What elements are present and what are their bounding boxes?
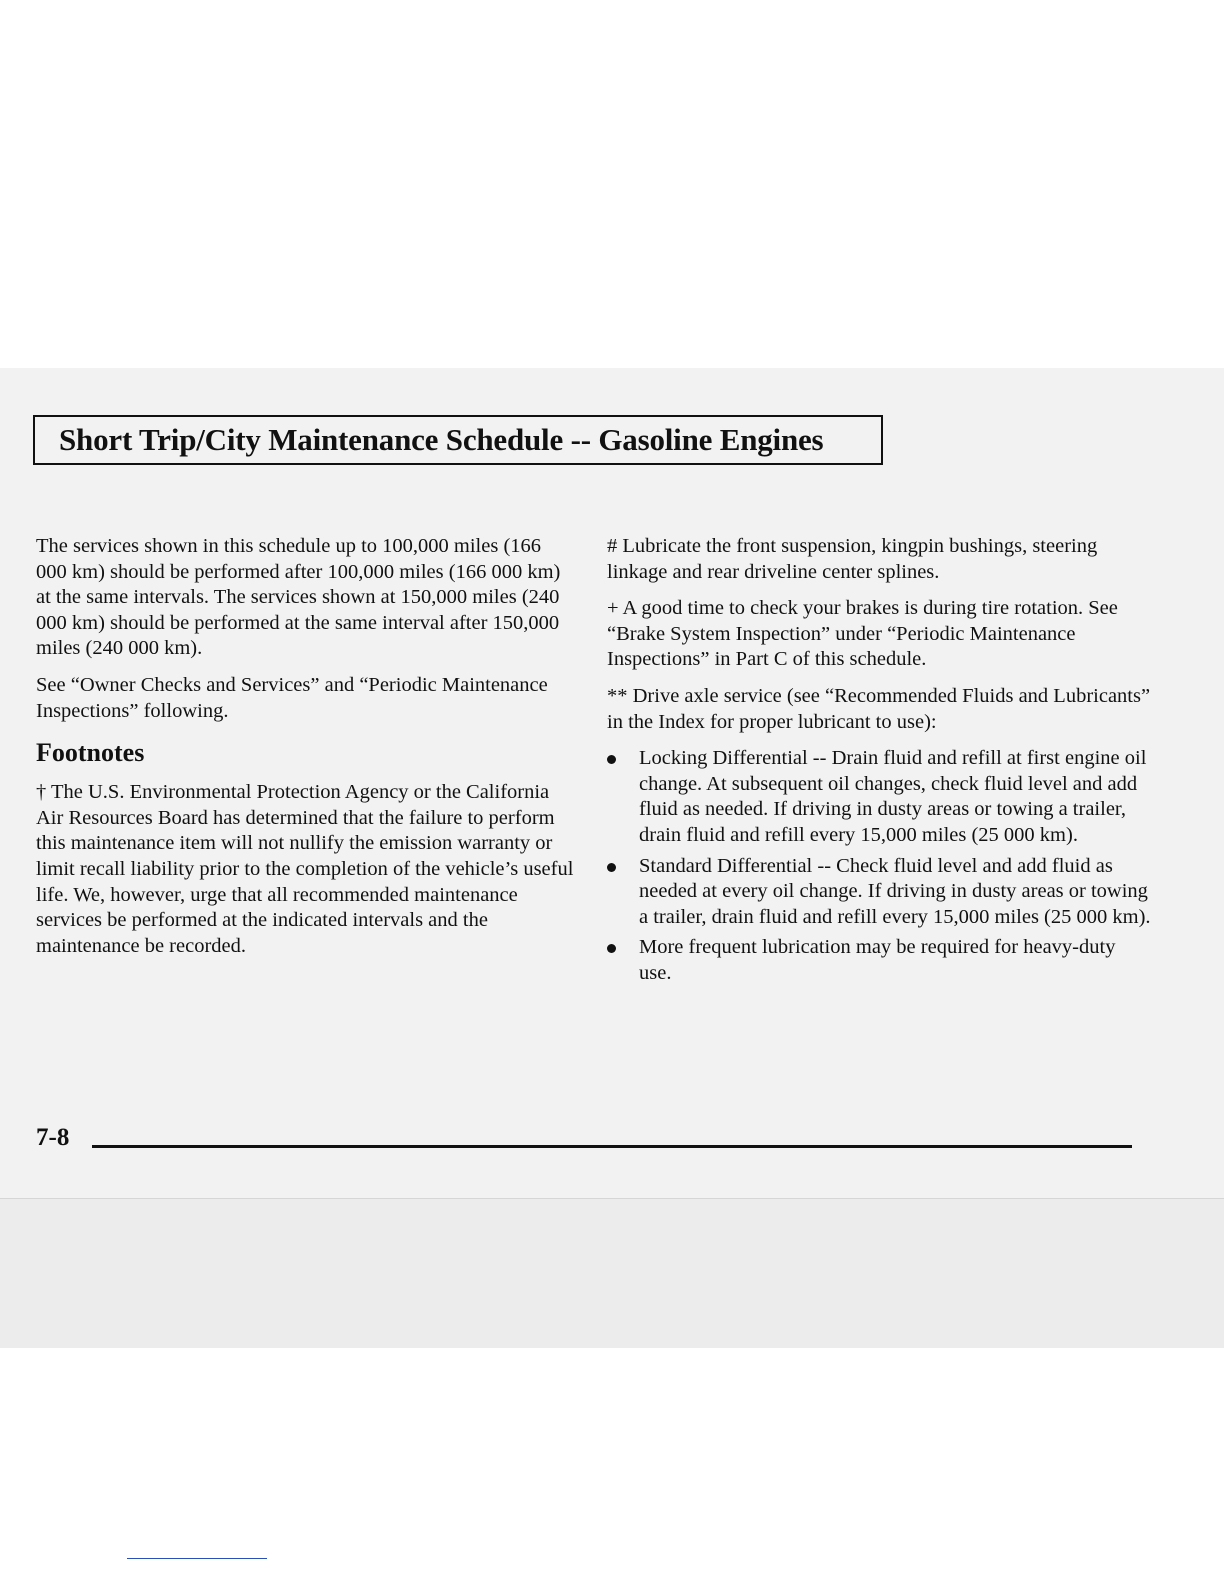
left-column — [36, 534, 576, 970]
list-item — [607, 935, 1152, 986]
footer-rule — [92, 1145, 1132, 1148]
intro-paragraph: The services shown in this schedule up to 100,000 miles (166 000 km) should be performed after 100,000 miles (166 000 km) at the same intervals. The services shown at 150,000 miles (240 000 km) should be performed at the same interval after 150,000 miles (240 000 km). — [36, 535, 561, 660]
list-item-text: More frequent lubrication may be required for heavy-duty use. — [639, 936, 1116, 984]
scanned-page-lower-band — [0, 1198, 1224, 1348]
page-title: Short Trip/City Maintenance Schedule -- Gasoline Engines — [59, 422, 824, 457]
list-item — [607, 854, 1152, 931]
drive-axle-bullet-list — [607, 746, 1152, 986]
footnote-hash: # Lubricate the front suspension, kingpin bushings, steering linkage and rear driveline center splines. — [607, 535, 1098, 583]
footnote-dagger: † The U.S. Environmental Protection Agency or the California Air Resources Board has determined that the failure to perform this maintenance item will not nullify the emission warranty or limit recall liability prior to the completion of the vehicle’s useful life. We, however, urge that all recommended maintenance services be performed at the indicated intervals and the maintenance be recorded. — [36, 781, 574, 957]
list-item — [607, 746, 1152, 848]
page-number: 7-8 — [36, 1124, 70, 1151]
scan-edge-line — [0, 1198, 1224, 1199]
footnote-plus: + A good time to check your brakes is during tire rotation. See “Brake System Inspection” under “Periodic Maintenance Inspections” in Part C of this schedule. — [607, 597, 1118, 671]
right-column — [607, 534, 1152, 992]
footnotes-heading: Footnotes — [36, 738, 145, 768]
list-item-text: Locking Differential -- Drain fluid and refill at first engine oil change. At subsequent oil changes, check fluid level and add fluid as needed. If driving in dusty areas or towing a trailer, drain fluid and refill every 15,000 miles (25 000 km). — [639, 747, 1147, 846]
bullet-dot-icon — [607, 755, 616, 764]
bullet-dot-icon — [607, 863, 616, 872]
footnote-double-star: ** Drive axle service (see “Recommended Fluids and Lubricants” in the Index for proper lubricant to use): — [607, 684, 1151, 733]
bullet-dot-icon — [607, 944, 616, 953]
page-title-box — [33, 415, 883, 465]
see-also-paragraph: See “Owner Checks and Services” and “Periodic Maintenance Inspections” following. — [36, 673, 548, 722]
list-item-text: Standard Differential -- Check fluid level and add fluid as needed at every oil change. If driving in dusty areas or towing a trailer, drain fluid and refill every 15,000 miles (25 000 km). — [639, 854, 1151, 928]
bottom-link-underline — [127, 1558, 267, 1559]
